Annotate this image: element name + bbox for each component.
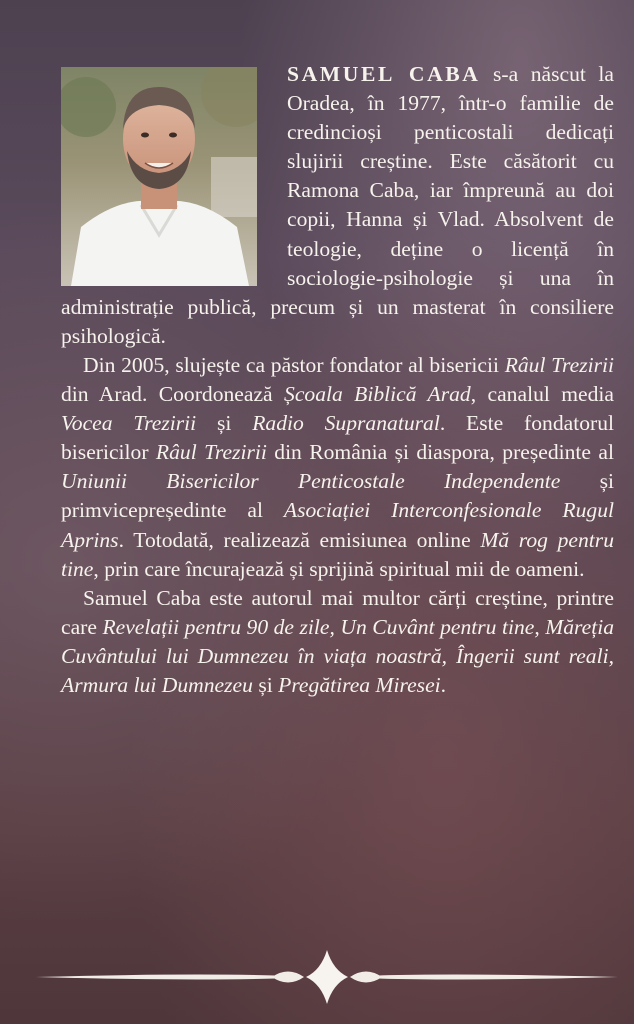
author-bio <box>61 60 614 700</box>
italic-run: Mă rog pentru tine <box>61 527 614 581</box>
text-run: , prin care încurajează și sprijină spiritual mii de oameni. <box>93 556 585 581</box>
bio-intro-text: s-a născut la Oradea, în 1977, într-o familie de credincioși penticostali dedicați slujirii creștine. Este căsătorit cu Ramona Caba, iar împreună au doi copii, Hanna și Vlad. Absolvent de teologie, deține o licență în sociologie-psihologie și una în administrație publică, precum și un masterat în consiliere psihologică. <box>61 62 614 348</box>
flourish-divider-icon <box>36 946 618 1006</box>
text-run: Samuel Caba este autorul mai multor cărți creștine, printre care <box>61 585 614 639</box>
italic-run: Râul Trezirii <box>155 440 267 465</box>
photo-float-spacer <box>61 60 257 286</box>
italic-run: Pregătirea Miresei <box>278 672 441 697</box>
text-run: din România și diaspora, președinte al <box>266 440 614 465</box>
text-run: . Este fondatorul bisericilor <box>61 411 614 465</box>
italic-run: Vocea Trezirii <box>61 411 197 436</box>
bio-ministry-paragraph <box>61 351 614 584</box>
italic-run: Asociației Interconfesionale Rugul Aprins <box>61 498 614 552</box>
text-run: . <box>440 672 447 697</box>
text-run: , canalul media <box>470 382 615 407</box>
text-run: și <box>196 411 253 436</box>
author-name: SAMUEL CABA <box>287 62 481 86</box>
bio-intro-paragraph <box>61 60 614 351</box>
text-run: și primvicepreședinte al <box>61 469 614 523</box>
italic-run: Râul Trezirii <box>504 352 614 377</box>
text-run: . Totodată, realizează emisiunea online <box>118 527 481 552</box>
text-run: și <box>252 672 279 697</box>
bio-books-paragraph <box>61 584 614 700</box>
italic-run: Uniunii Bisericilor Penticostale Independente <box>61 469 561 494</box>
text-run: Din 2005, slujește ca păstor fondator al bisericii <box>83 352 505 377</box>
italic-run: Radio Supranatural <box>252 411 440 436</box>
italic-run: Școala Biblică Arad <box>284 382 471 407</box>
italic-run: Revelații pentru 90 de zile, Un Cuvânt pentru tine, Măreția Cuvântului lui Dumnezeu în viața noastră, Îngerii sunt reali, Armura lui Dumnezeu <box>61 614 614 697</box>
text-run: din Arad. Coordonează <box>61 382 285 407</box>
